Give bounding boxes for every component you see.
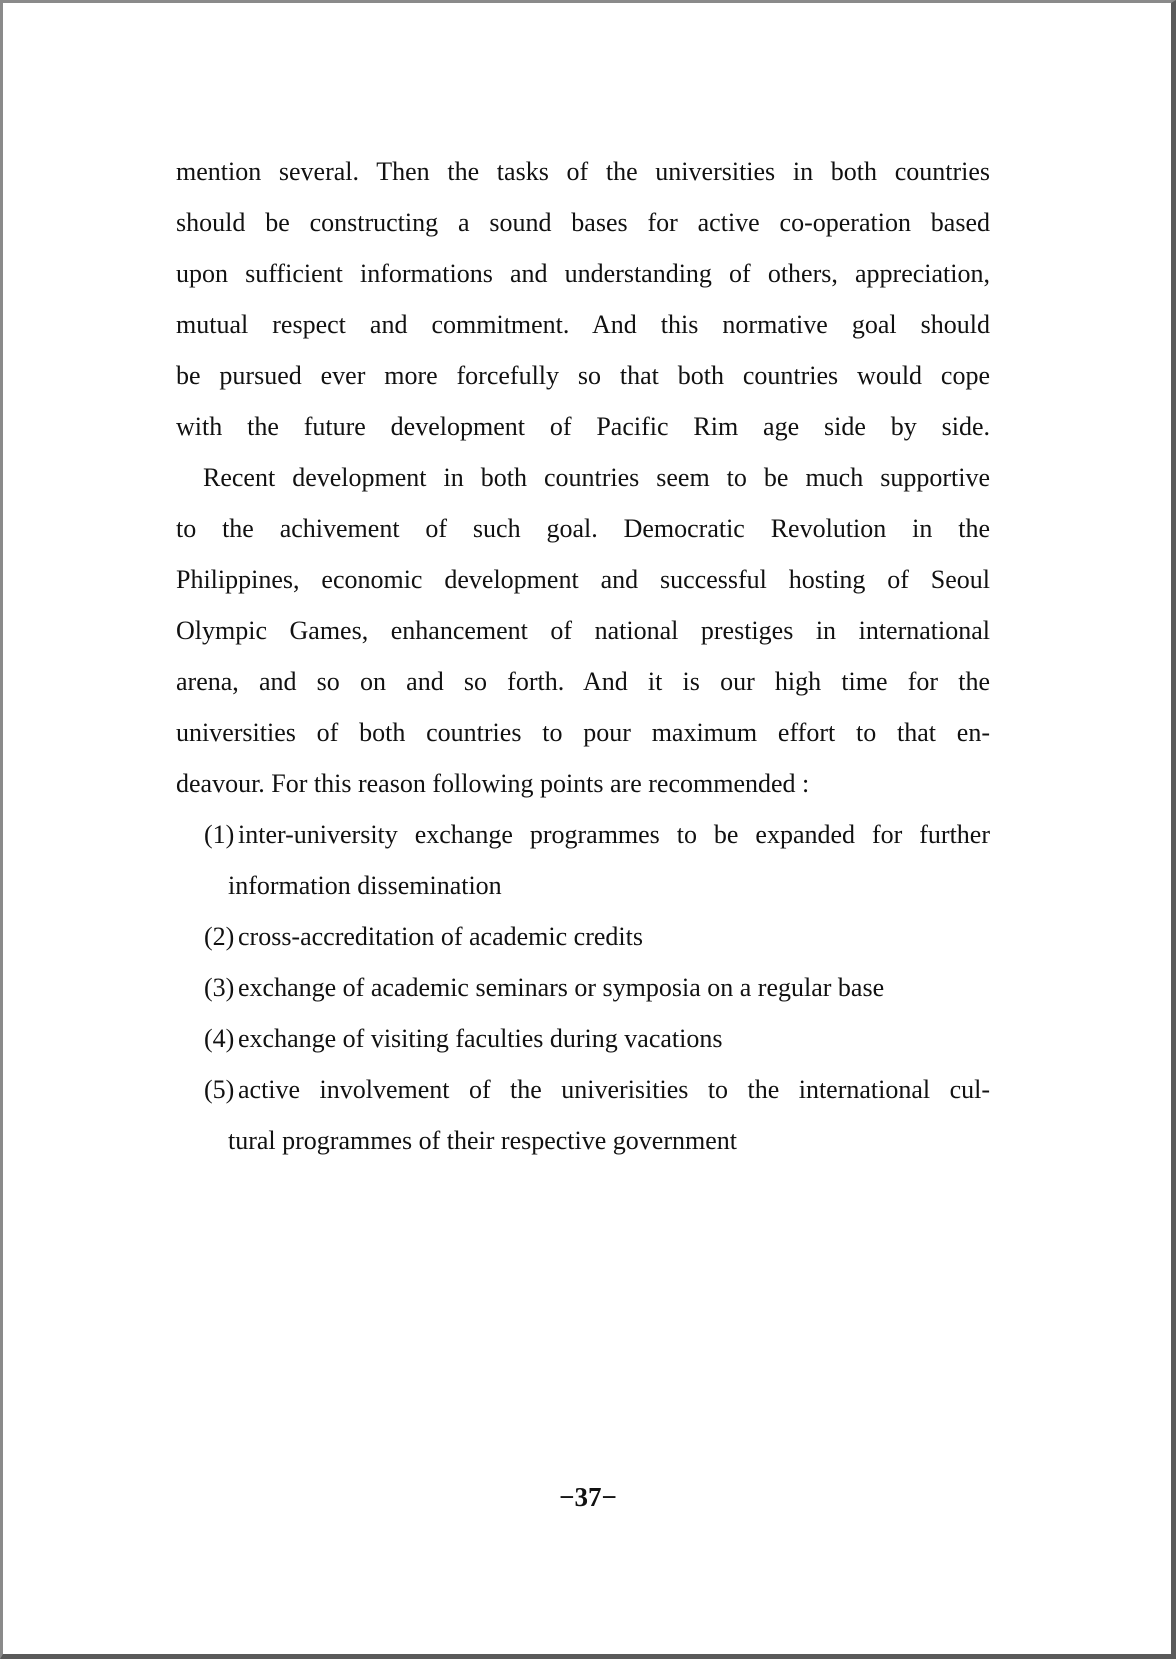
list-item-text: exchange of visiting faculties during vacations: [238, 1024, 723, 1053]
list-item-text: inter-university exchange programmes to be expanded for further: [238, 820, 990, 849]
text-line: should be constructing a sound bases for active co-operation based: [176, 208, 990, 237]
list-item-text: cross-accreditation of academic credits: [238, 922, 643, 951]
paragraph-2: [176, 452, 990, 809]
list-item: [176, 911, 990, 962]
text-line: be pursued ever more forcefully so that both countries would cope: [176, 361, 990, 390]
text-line: arena, and so on and so forth. And it is our high time for the: [176, 667, 990, 696]
document-body: [176, 146, 990, 1166]
list-item: [176, 1013, 990, 1064]
list-item-number: (4): [204, 1024, 235, 1053]
list-item-number: (2): [204, 922, 235, 951]
list-item: [176, 962, 990, 1013]
list-item-number: (3): [204, 973, 235, 1002]
text-line: to the achivement of such goal. Democratic Revolution in the: [176, 514, 990, 543]
list-item: [176, 1064, 990, 1115]
text-line: with the future development of Pacific Rim age side by side.: [176, 412, 990, 441]
text-line: mention several. Then the tasks of the universities in both countries: [176, 157, 990, 186]
text-line: deavour. For this reason following points are recommended :: [176, 769, 810, 798]
page-number: −37−: [559, 1482, 617, 1512]
text-line: mutual respect and commitment. And this normative goal should: [176, 310, 990, 339]
list-item-continuation: tural programmes of their respective government: [228, 1126, 737, 1155]
list-item-text: active involvement of the univerisities to the international cul-: [238, 1075, 990, 1104]
text-line: Olympic Games, enhancement of national prestiges in international: [176, 616, 990, 645]
list-item-text: exchange of academic seminars or symposia on a regular base: [238, 973, 885, 1002]
text-line: universities of both countries to pour maximum effort to that en-: [176, 718, 990, 747]
list-item-number: (1): [204, 820, 235, 849]
list-item: [176, 809, 990, 860]
list-item-number: (5): [204, 1075, 235, 1104]
list-item-continuation: information dissemination: [228, 871, 502, 900]
text-line: Recent development in both countries seem to be much supportive: [203, 463, 990, 492]
paragraph-1: [176, 146, 990, 452]
text-line: upon sufficient informations and understanding of others, appreciation,: [176, 259, 990, 288]
text-line: Philippines, economic development and successful hosting of Seoul: [176, 565, 990, 594]
recommendation-list: [176, 809, 990, 1166]
